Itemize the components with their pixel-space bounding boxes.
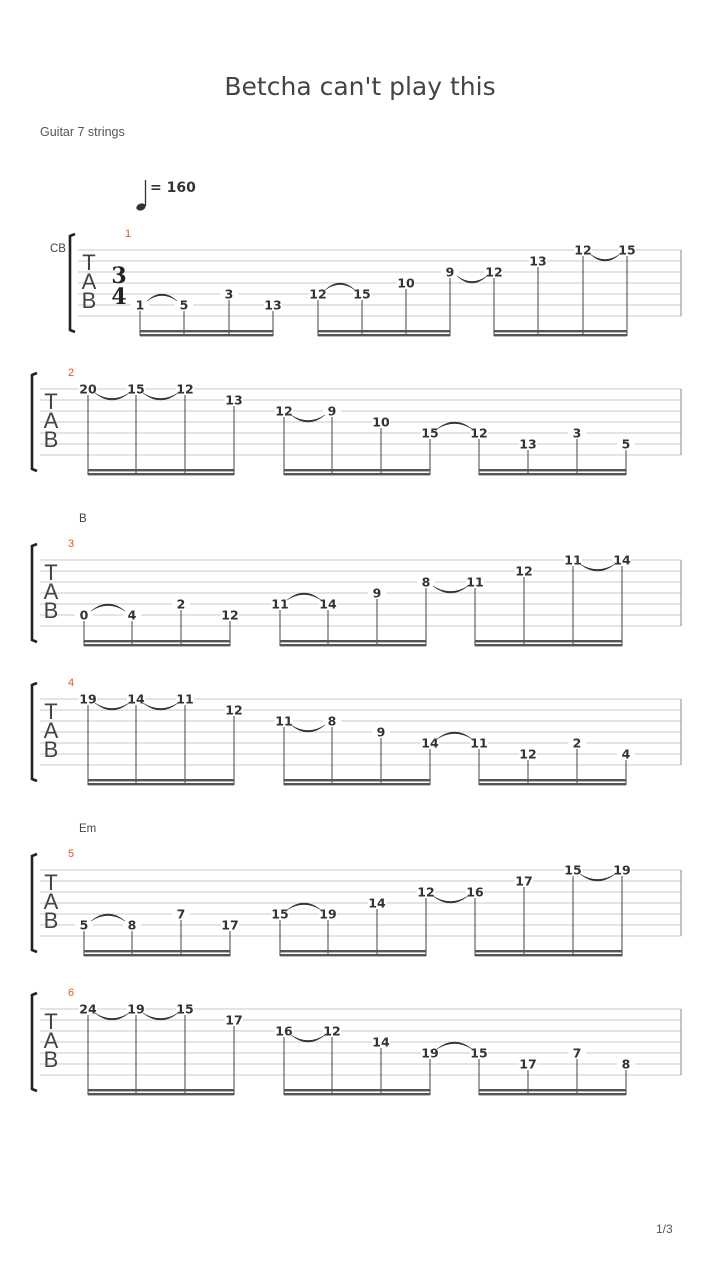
tab-clef-letter: T — [44, 1009, 58, 1034]
beam — [318, 330, 450, 332]
tab-clef-letter: B — [43, 1047, 59, 1072]
beam — [140, 334, 273, 336]
fret-number: 12 — [275, 403, 293, 419]
measure-number: 3 — [68, 538, 75, 550]
fret-number: 12 — [519, 746, 537, 762]
fret-number: 15 — [470, 1045, 488, 1061]
beam — [280, 644, 426, 646]
tie-arc — [143, 703, 178, 710]
fret-number: 13 — [225, 392, 243, 408]
beam — [494, 334, 627, 336]
fret-number: 19 — [79, 691, 97, 707]
beam — [280, 954, 426, 956]
fret-number: 5 — [621, 436, 631, 452]
tie-arc — [95, 393, 129, 400]
fret-number: 8 — [621, 1056, 631, 1072]
beam — [284, 779, 430, 781]
fret-number: 15 — [618, 242, 636, 258]
measure-number: 5 — [68, 848, 75, 860]
measure-number: 1 — [125, 228, 132, 240]
tie-arc — [91, 604, 125, 611]
measure-number: 2 — [68, 367, 75, 379]
fret-number: 12 — [417, 884, 435, 900]
fret-number: 4 — [621, 746, 631, 762]
fret-number: 15 — [176, 1001, 194, 1017]
fret-number: 8 — [127, 917, 137, 933]
fret-number: 16 — [466, 884, 484, 900]
fret-number: 11 — [564, 552, 582, 568]
fret-number: 17 — [519, 1056, 537, 1072]
fret-number: 14 — [372, 1034, 390, 1050]
fret-number: 12 — [470, 425, 488, 441]
beam — [318, 334, 450, 336]
tie-arc — [325, 283, 355, 290]
beam — [479, 1089, 626, 1091]
fret-number: 15 — [353, 286, 371, 302]
system-bracket — [70, 234, 75, 332]
beam — [140, 330, 273, 332]
tab-clef-letter: T — [44, 389, 58, 414]
beam — [475, 950, 622, 952]
fret-number: 12 — [221, 607, 239, 623]
tie-arc — [437, 1042, 472, 1049]
beam — [88, 1093, 234, 1095]
beam — [284, 1089, 430, 1091]
fret-number: 3 — [224, 286, 234, 302]
beam — [479, 783, 626, 785]
tab-clef-letter: T — [44, 560, 58, 585]
tab-clef-letter: A — [43, 718, 59, 743]
tie-arc — [291, 1035, 325, 1042]
fret-number: 12 — [323, 1023, 341, 1039]
tie-arc — [143, 393, 178, 400]
beam — [479, 779, 626, 781]
fret-number: 14 — [613, 552, 631, 568]
fret-number: 13 — [264, 297, 282, 313]
time-signature-bottom: 4 — [111, 284, 127, 310]
fret-number: 12 — [176, 381, 194, 397]
fret-number: 7 — [572, 1045, 582, 1061]
fret-number: 10 — [372, 414, 390, 430]
fret-number: 15 — [271, 906, 289, 922]
tab-clef-letter: T — [82, 250, 96, 275]
beam — [88, 783, 234, 785]
fret-number: 5 — [79, 917, 89, 933]
tab-clef-letter: T — [44, 699, 58, 724]
tie-arc — [590, 254, 620, 261]
system-bracket — [32, 683, 37, 781]
tie-arc — [143, 1013, 178, 1020]
beam — [475, 640, 622, 642]
fret-number: 13 — [529, 253, 547, 269]
time-signature-top: 3 — [111, 263, 127, 289]
tempo-label: = 160 — [150, 180, 196, 196]
beam — [479, 1093, 626, 1095]
beam — [88, 1089, 234, 1091]
beam — [494, 330, 627, 332]
tie-arc — [287, 903, 321, 910]
beam — [284, 1093, 430, 1095]
tie-arc — [287, 593, 321, 600]
beam — [280, 640, 426, 642]
tab-clef-letter: B — [43, 908, 59, 933]
fret-number: 15 — [127, 381, 145, 397]
fret-number: 12 — [309, 286, 327, 302]
beam — [284, 469, 430, 471]
fret-number: 15 — [421, 425, 439, 441]
tie-arc — [95, 703, 129, 710]
tie-arc — [437, 422, 472, 429]
fret-number: 14 — [319, 596, 337, 612]
fret-number: 19 — [319, 906, 337, 922]
fret-number: 1 — [135, 297, 145, 313]
beam — [84, 644, 230, 646]
fret-number: 14 — [421, 735, 439, 751]
tie-arc — [291, 725, 325, 732]
fret-number: 12 — [485, 264, 503, 280]
fret-number: 15 — [564, 862, 582, 878]
tab-clef-letter: A — [43, 408, 59, 433]
tie-arc — [580, 874, 615, 881]
chord-label: Em — [79, 823, 97, 835]
system-bracket — [32, 544, 37, 642]
fret-number: 17 — [225, 1012, 243, 1028]
fret-number: 24 — [79, 1001, 97, 1017]
system-bracket — [32, 854, 37, 952]
tab-clef-letter: B — [43, 598, 59, 623]
fret-number: 11 — [271, 596, 289, 612]
fret-number: 9 — [327, 403, 337, 419]
tab-clef-letter: B — [81, 288, 97, 313]
beam — [84, 954, 230, 956]
tie-arc — [91, 914, 125, 921]
fret-number: 14 — [368, 895, 386, 911]
fret-number: 17 — [221, 917, 239, 933]
fret-number: 13 — [519, 436, 537, 452]
fret-number: 9 — [372, 585, 382, 601]
fret-number: 17 — [515, 873, 533, 889]
beam — [284, 783, 430, 785]
fret-number: 3 — [572, 425, 582, 441]
fret-number: 2 — [176, 596, 186, 612]
beam — [475, 954, 622, 956]
beam — [479, 473, 626, 475]
fret-number: 0 — [79, 607, 89, 623]
tab-clef-letter: A — [81, 269, 97, 294]
system-bracket — [32, 993, 37, 1091]
tie-arc — [95, 1013, 129, 1020]
tie-arc — [433, 586, 468, 593]
tie-arc — [457, 276, 487, 283]
fret-number: 19 — [127, 1001, 145, 1017]
tab-clef-letter: A — [43, 1028, 59, 1053]
fret-number: 19 — [613, 862, 631, 878]
beam — [84, 950, 230, 952]
tie-arc — [147, 294, 177, 301]
measure-number: 6 — [68, 987, 75, 999]
fret-number: 11 — [176, 691, 194, 707]
fret-number: 11 — [466, 574, 484, 590]
tie-arc — [433, 896, 468, 903]
fret-number: 9 — [376, 724, 386, 740]
fret-number: 8 — [327, 713, 337, 729]
instrument-label: Guitar 7 strings — [40, 125, 125, 139]
beam — [479, 469, 626, 471]
tie-arc — [580, 564, 615, 571]
fret-number: 11 — [275, 713, 293, 729]
tie-arc — [291, 415, 325, 422]
score-title: Betcha can't play this — [224, 72, 496, 101]
fret-number: 4 — [127, 607, 137, 623]
fret-number: 5 — [179, 297, 189, 313]
fret-number: 20 — [79, 381, 97, 397]
page-number: 1/3 — [656, 1222, 673, 1236]
tab-clef-letter: B — [43, 427, 59, 452]
fret-number: 12 — [574, 242, 592, 258]
tab-clef-letter: B — [43, 737, 59, 762]
fret-number: 11 — [470, 735, 488, 751]
fret-number: 19 — [421, 1045, 439, 1061]
measure-number: 4 — [68, 677, 75, 689]
beam — [88, 469, 234, 471]
fret-number: 2 — [572, 735, 582, 751]
system-bracket — [32, 373, 37, 471]
tab-clef-letter: A — [43, 579, 59, 604]
fret-number: 10 — [397, 275, 415, 291]
fret-number: 7 — [176, 906, 186, 922]
fret-number: 14 — [127, 691, 145, 707]
fret-number: 12 — [515, 563, 533, 579]
beam — [284, 473, 430, 475]
fret-number: 12 — [225, 702, 243, 718]
beam — [88, 473, 234, 475]
beam — [88, 779, 234, 781]
tab-clef-letter: T — [44, 870, 58, 895]
fret-number: 9 — [445, 264, 455, 280]
tie-arc — [437, 732, 472, 739]
tab-clef-letter: A — [43, 889, 59, 914]
chord-label: B — [79, 513, 87, 525]
beam — [280, 950, 426, 952]
chord-label: CB — [50, 243, 66, 255]
beam — [84, 640, 230, 642]
fret-number: 16 — [275, 1023, 293, 1039]
fret-number: 8 — [421, 574, 431, 590]
beam — [475, 644, 622, 646]
